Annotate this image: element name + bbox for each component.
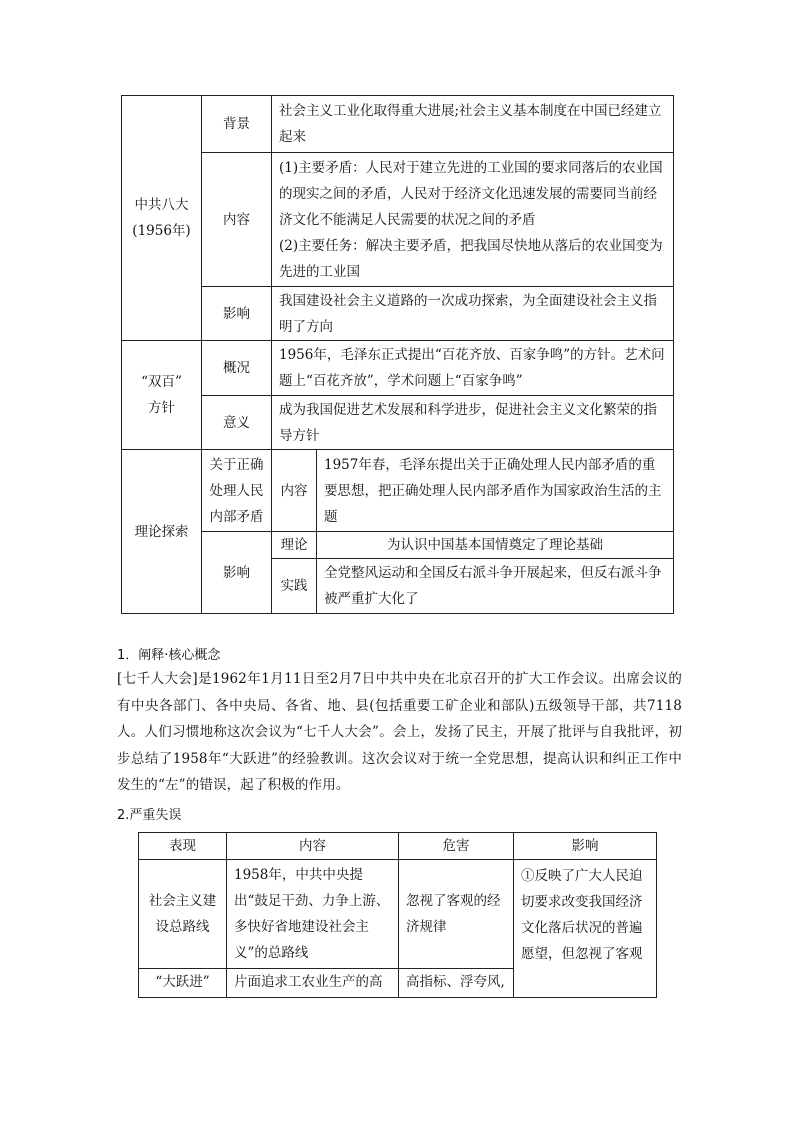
shuangbai-name: “双百” 方针 [141,374,182,416]
theory-theory-label: 理论 [272,532,317,559]
header-impact: 影响 [514,833,657,860]
row1-name: 社会主义建 设总路线 [148,893,217,935]
theory-name: 理论探索 [122,450,202,614]
bazhong-name: 中共八大 (1956年) [132,197,191,239]
shuangbai-overview-text: 1956年，毛泽东正式提出“百花齐放、百家争鸣”的方针。艺术问题上“百花齐放”，学术问题上“百家争鸣” [272,341,674,396]
row2-name: “大跃进” [139,969,227,998]
header-content: 内容 [227,833,399,860]
bazhong-content-label: 内容 [202,153,272,287]
section1-body: [七千人大会]是1962年1月11日至2月7日中共中央在北京召开的扩大工作会议。出席会议的有中央各部门、各中央局、各省、地、县(包括重要工矿企业和部队)五级领导干部，共7118人。人们习惯地称这次会议为“七千人大会”。会上，发扬了民主，开展了批评与自我批评，初步总结了1958年“大跃进”的经验教训。这次会议对于统一全党思想，提高认识和纠正工作中发生的“左”的错误，起了积极的作用。 [117,671,682,793]
shuangbai-meaning-text: 成为我国促进艺术发展和科学进步，促进社会主义文化繁荣的指导方针 [272,396,674,450]
shuangbai-overview-label: 概况 [202,341,272,396]
row2-content: 片面追求工农业生产的高 [227,969,399,998]
theory-impact-label: 影响 [202,532,272,614]
row1-name-cell [139,860,227,969]
header-harm: 危害 [399,833,514,860]
header-performance: 表现 [139,833,227,860]
section1-heading: 1．阐释·核心概念 [117,648,221,663]
shuangbai-name-cell [122,341,202,450]
theory-content-text: 1957年春，毛泽东提出关于正确处理人民内部矛盾的重要思想，把正确处理人民内部矛盾作为国家政治生活的主题 [317,450,674,532]
bazhong-background-text: 社会主义工业化取得重大进展;社会主义基本制度在中国已经建立起来 [272,96,674,153]
row2-harm: 高指标、浮夸风, [399,969,514,998]
bazhong-content-text: (1)主要矛盾：人民对于建立先进的工业国的要求同落后的农业国的现实之间的矛盾，人民对于经济文化迅速发展的需要同当前经济文化不能满足人民需要的状况之间的矛盾 (2)主要任务：解决主要矛盾，把我国尽快地从落后的农业国变为先进的工业国 [279,159,663,280]
theory-practice-label: 实践 [272,559,317,614]
row1-content: 1958年，中共中央提出“鼓足干劲、力争上游、多快好省地建设社会主义”的总路线 [227,860,399,969]
bazhong-content-cell [272,153,674,287]
bazhong-impact-text: 我国建设社会主义道路的一次成功探索，为全面建设社会主义指明了方向 [272,287,674,341]
theory-practice-text: 全党整风运动和全国反右派斗争开展起来，但反右派斗争被严重扩大化了 [317,559,674,614]
bazhong-impact-label: 影响 [202,287,272,341]
theory-content-label: 内容 [272,450,317,532]
theory-sub1-cell [202,450,272,532]
row1-harm: 忽视了客观的经济规律 [399,860,514,969]
shuangbai-meaning-label: 意义 [202,396,272,450]
exploration-table [121,95,674,614]
mistakes-table [138,832,657,998]
section2-heading: 2.严重失误 [117,808,182,823]
bazhong-name-cell [122,96,202,341]
bazhong-background-label: 背景 [202,96,272,153]
row1-impact: ①反映了广大人民迫切要求改变我国经济文化落后状况的普遍愿望，但忽视了客观 [514,860,657,998]
theory-theory-text: 为认识中国基本国情奠定了理论基础 [317,532,674,559]
theory-sub1: 关于正确 处理人民 内部矛盾 [209,456,264,525]
